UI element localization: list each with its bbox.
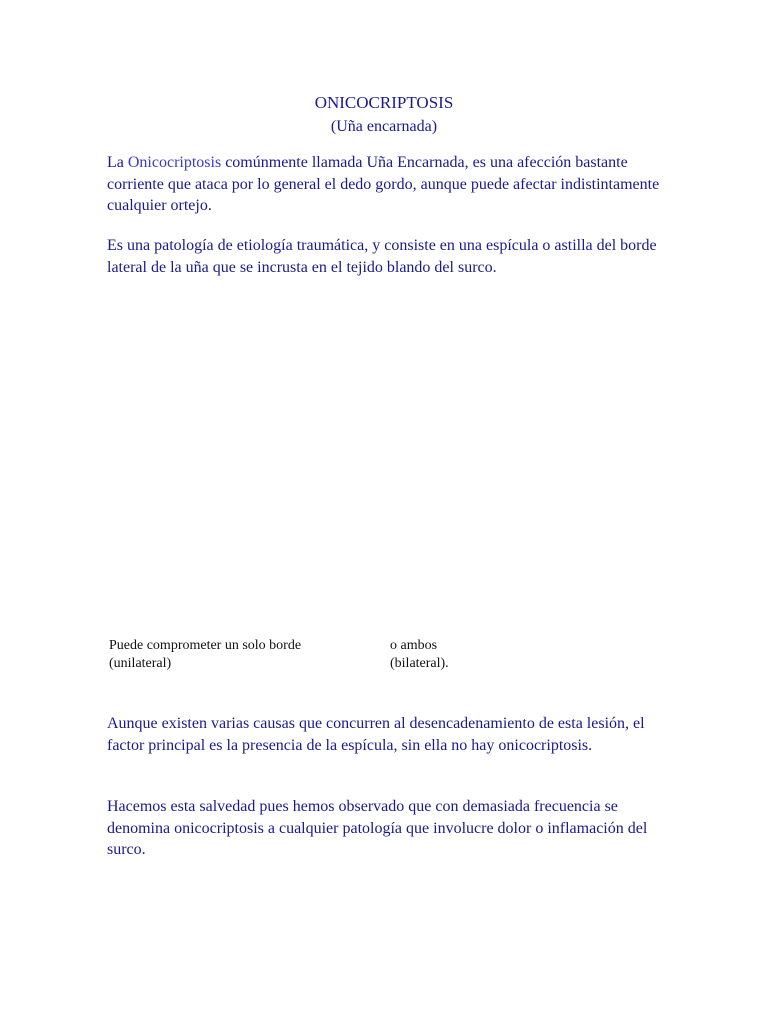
- caption-bilateral-line2: (bilateral).: [390, 656, 449, 671]
- causes-paragraph: Aunque existen varias causas que concurren al desencadenamiento de esta lesión, el factor principal es la presencia de la espícula, sin ella no hay onicocriptosis.: [107, 715, 645, 754]
- caption-bilateral-line1: o ambos: [390, 638, 438, 653]
- etiology-paragraph: Es una patología de etiología traumática, y consiste en una espícula o astilla del borde lateral de la uña que se incrusta en el tejido blando del surco.: [107, 237, 657, 276]
- onicocriptosis-term: Onicocriptosis: [127, 154, 222, 171]
- caption-bilateral: [390, 637, 590, 673]
- caption-unilateral: [109, 637, 369, 673]
- caption-unilateral-line1: Puede comprometer un solo borde: [109, 638, 302, 653]
- clarification-paragraph: Hacemos esta salvedad pues hemos observado que con demasiada frecuencia se denomina onicocriptosis a cualquier patología que involucre dolor o inflamación del surco.: [107, 798, 648, 858]
- illustration-area: [107, 285, 661, 625]
- intro-lead: La: [107, 154, 128, 171]
- caption-unilateral-line2: (unilateral): [109, 656, 172, 671]
- intro-rest: comúnmente llamada Uña Encarnada, es una afección bastante corriente que ataca por lo general el dedo gordo, aunque puede afectar indistintamente cualquier ortejo.: [107, 154, 660, 214]
- document-subtitle: (Uña encarnada): [330, 118, 438, 135]
- document-title: ONICOCRIPTOSIS: [314, 93, 454, 112]
- intro-paragraph: [107, 152, 667, 217]
